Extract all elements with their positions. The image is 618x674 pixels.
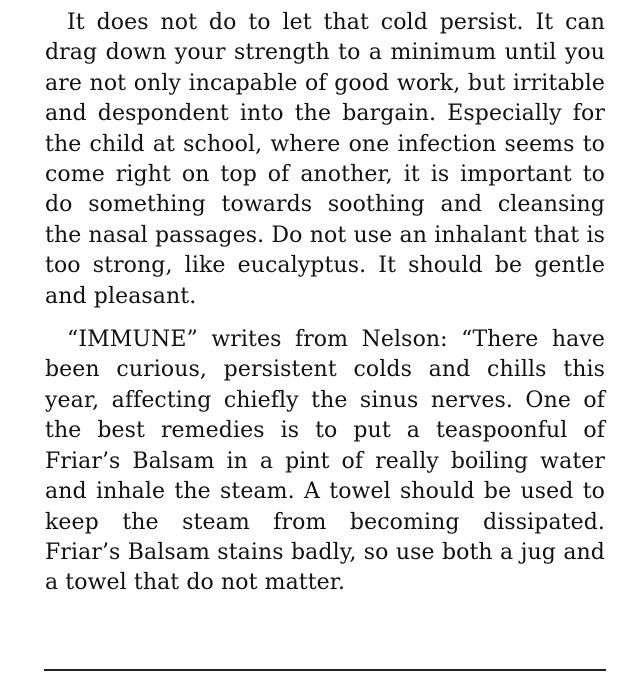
article-column [45, 8, 605, 599]
paragraph-cold-persist: It does not do to let that cold persist. It can drag down your strength to a minimum until you are not only incapable of good work, but irritable and despondent into the bargain. Especially for the child at school, where one infection seems to come right on top of another, it is important to do something towards soothing and cleansing the nasal passages. Do not use an inhalant that is too strong, like eucalyptus. It should be gentle and pleasant. [45, 10, 605, 309]
paragraph-immune-letter: “IMMUNE” writes from Nelson: “There have been curious, persistent colds and chills this year, affecting chiefly the sinus nerves. One of the best remedies is to put a teaspoonful of Friar’s Balsam in a pint of really boiling water and inhale the steam. A towel should be used to keep the steam from becoming dissipated. Friar’s Balsam stains badly, so use both a jug and a towel that do not matter. [45, 327, 605, 596]
bottom-rule [44, 669, 606, 671]
